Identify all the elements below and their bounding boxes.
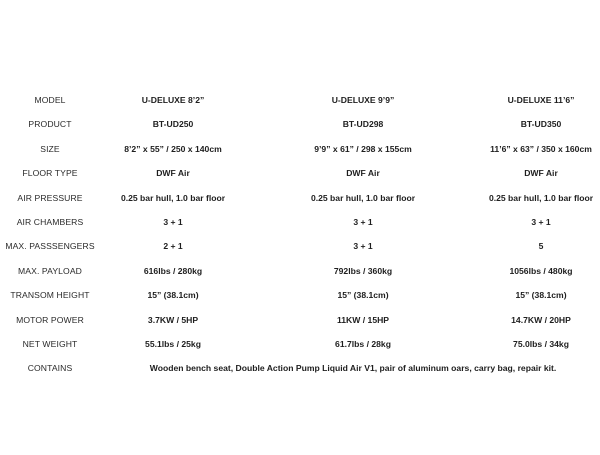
value-ud250: BT-UD250 <box>152 119 194 130</box>
spec-row-max-payload <box>0 259 600 283</box>
spec-row-air-pressure <box>0 186 600 210</box>
row-label: NET WEIGHT <box>22 338 78 349</box>
spec-row-max-passengers <box>0 234 600 258</box>
row-label: AIR PRESSURE <box>17 192 83 203</box>
value-ud298: 9’9” x 61” / 298 x 155cm <box>314 143 412 154</box>
value-ud250: 55.1lbs / 25kg <box>145 338 201 349</box>
spec-row-net-weight <box>0 332 600 356</box>
value-ud250: 15” (38.1cm) <box>147 290 199 301</box>
value-ud250: 3.7KW / 5HP <box>147 314 199 325</box>
value-ud250: 2 + 1 <box>163 241 183 252</box>
spec-table <box>0 88 600 381</box>
value-ud350: U-DELUXE 11’6” <box>507 95 575 105</box>
value-ud350: 14.7KW / 20HP <box>511 314 571 325</box>
value-ud250: 8’2” x 55” / 250 x 140cm <box>124 143 222 154</box>
row-label: PRODUCT <box>28 119 72 130</box>
contains-value: Wooden bench seat, Double Action Pump Liquid Air V1, pair of aluminum oars, carry bag, repair kit. <box>149 363 557 374</box>
value-ud350: 0.25 bar hull, 1.0 bar floor <box>488 192 594 203</box>
value-ud350: DWF Air <box>524 168 558 179</box>
spec-row-contains <box>0 356 600 380</box>
value-ud298: U-DELUXE 9’9” <box>331 95 395 105</box>
spec-row-air-chambers <box>0 210 600 234</box>
value-ud298: 3 + 1 <box>353 241 373 252</box>
value-ud350: 15” (38.1cm) <box>515 290 567 301</box>
value-ud298: BT-UD298 <box>342 119 384 130</box>
value-ud298: 792lbs / 360kg <box>333 265 393 276</box>
row-label: AIR CHAMBERS <box>16 216 84 227</box>
value-ud250: 616lbs / 280kg <box>143 265 203 276</box>
spec-row-model <box>0 88 600 112</box>
spec-row-transom-height <box>0 283 600 307</box>
value-ud350: 3 + 1 <box>531 216 551 227</box>
row-label: CONTAINS <box>27 363 73 374</box>
value-ud350: 1056lbs / 480kg <box>509 265 573 276</box>
value-ud350: 75.0lbs / 34kg <box>513 338 569 349</box>
value-ud298: DWF Air <box>346 168 380 179</box>
value-ud350: BT-UD350 <box>520 119 562 130</box>
value-ud250: 0.25 bar hull, 1.0 bar floor <box>120 192 226 203</box>
row-label: TRANSOM HEIGHT <box>10 290 90 301</box>
spec-row-floor-type <box>0 161 600 185</box>
value-ud298: 61.7lbs / 28kg <box>335 338 391 349</box>
spec-row-product <box>0 112 600 136</box>
row-label: MODEL <box>34 95 66 105</box>
value-ud350: 11’6” x 63” / 350 x 160cm <box>490 143 592 154</box>
row-label: MOTOR POWER <box>16 314 84 325</box>
value-ud250: U-DELUXE 8’2” <box>141 95 205 105</box>
value-ud298: 3 + 1 <box>353 216 373 227</box>
row-label: MAX. PASSSENGERS <box>5 241 95 252</box>
value-ud298: 0.25 bar hull, 1.0 bar floor <box>310 192 416 203</box>
row-label: SIZE <box>40 143 60 154</box>
row-label: FLOOR TYPE <box>22 168 78 179</box>
spec-row-motor-power <box>0 308 600 332</box>
value-ud350: 5 <box>538 241 544 252</box>
value-ud250: 3 + 1 <box>163 216 183 227</box>
spec-row-size <box>0 137 600 161</box>
value-ud298: 11KW / 15HP <box>336 314 390 325</box>
value-ud298: 15” (38.1cm) <box>337 290 389 301</box>
value-ud250: DWF Air <box>156 168 190 179</box>
row-label: MAX. PAYLOAD <box>18 265 82 276</box>
